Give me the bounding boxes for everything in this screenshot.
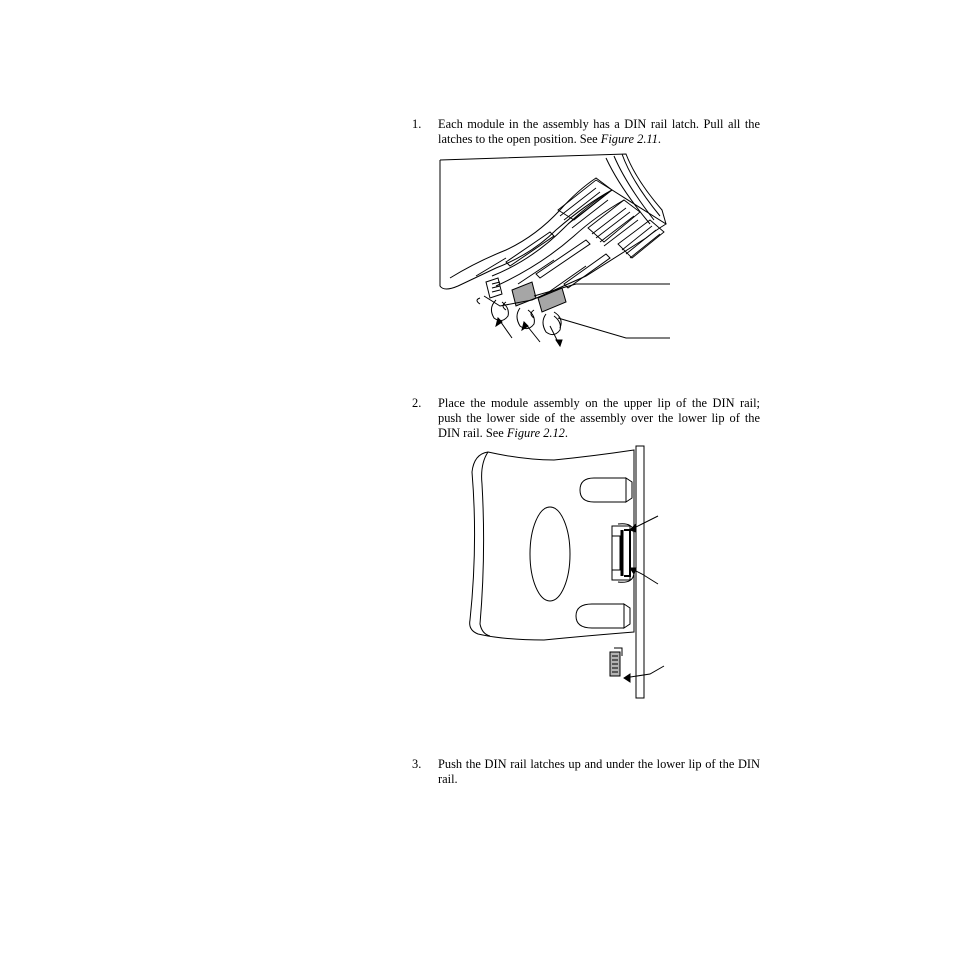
step-text-body: Place the module assembly on the upper lip of the DIN rail; push the lower side of the assembly over the lower lip of the DIN rail. See [438, 396, 760, 440]
lower-tab [576, 604, 624, 628]
step-text-end: . [564, 426, 568, 440]
figure-reference[interactable]: Figure 2.12 [506, 426, 565, 440]
bottom-latch [610, 648, 622, 676]
step-text-body: Each module in the assembly has a DIN rail latch. Pull all the latches to the open position. See [438, 117, 760, 146]
instruction-step-3 [412, 757, 760, 787]
vent-grille [558, 180, 664, 258]
step-text [438, 117, 760, 147]
figure-reference[interactable]: Figure 2.11 [600, 132, 658, 146]
module-oval-window [530, 507, 570, 601]
din-rail-profile [612, 524, 634, 583]
step-number: 2. [412, 396, 422, 410]
step-number: 1. [412, 117, 422, 131]
step-text-body: Push the DIN rail latches up and under the lower lip of the DIN rail. [438, 757, 760, 786]
figure-2-12-module-on-rail [464, 444, 674, 700]
latch-assembly [477, 278, 566, 335]
step-number: 3. [412, 757, 422, 771]
module-on-din-rail-side-view-drawing [464, 444, 674, 700]
figure-2-11-latch-open [436, 150, 672, 356]
instruction-step-1 [412, 117, 760, 147]
step-text [438, 396, 760, 441]
pull-arrows [496, 318, 562, 346]
step-text-end: . [657, 132, 662, 146]
din-rail-latch-open-drawing [436, 150, 672, 356]
instruction-step-2 [412, 396, 760, 441]
upper-tab [580, 478, 626, 502]
step-text [438, 757, 760, 787]
